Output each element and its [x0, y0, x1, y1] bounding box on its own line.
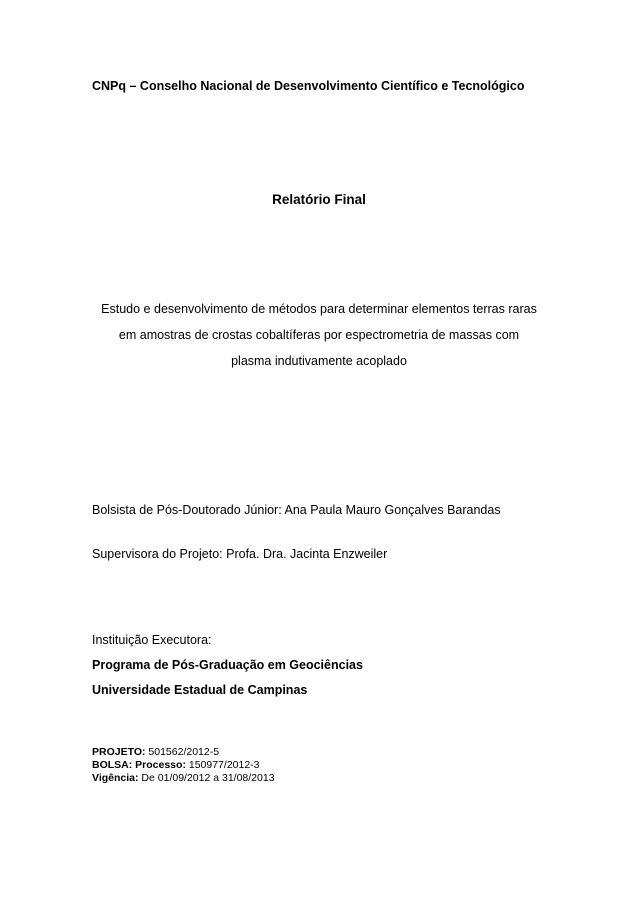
universidade-line — [92, 683, 307, 697]
report-title: Relatório Final — [272, 192, 366, 207]
supervisora-name: Profa. Dra. Jacinta Enzweiler — [226, 547, 388, 561]
subtitle-line-3: plasma indutivamente acoplado — [231, 354, 407, 368]
subtitle-line-1: Estudo e desenvolvimento de métodos para determinar elementos terras raras — [101, 302, 537, 316]
supervisora-line — [92, 547, 387, 561]
instituicao-label: Instituição Executora: — [92, 633, 212, 647]
projeto-value: 501562/2012-5 — [148, 746, 220, 758]
header-institution: CNPq – Conselho Nacional de Desenvolvimento Científico e Tecnológico — [92, 79, 525, 93]
bolsa-label: BOLSA: Processo: — [92, 759, 186, 771]
programa-line — [92, 658, 363, 672]
projeto-line — [92, 746, 219, 759]
bolsista-line — [92, 503, 501, 517]
bolsista-label: Bolsista de Pós-Doutorado Júnior: — [92, 503, 282, 517]
universidade-name: Universidade Estadual de Campinas — [92, 683, 308, 697]
bolsa-value: 150977/2012-3 — [188, 759, 260, 771]
bolsa-line — [92, 759, 260, 772]
programa-name: Programa de Pós-Graduação em Geociências — [92, 658, 363, 672]
supervisora-label: Supervisora do Projeto: — [92, 547, 223, 561]
vigencia-value: De 01/09/2012 a 31/08/2013 — [141, 772, 275, 784]
project-subtitle — [88, 296, 550, 374]
subtitle-line-2: em amostras de crostas cobaltíferas por espectrometria de massas com — [118, 328, 520, 342]
bolsista-name: Ana Paula Mauro Gonçalves Barandas — [284, 503, 501, 517]
projeto-label: PROJETO: — [92, 746, 146, 758]
vigencia-line — [92, 772, 275, 785]
vigencia-label: Vigência: — [92, 772, 139, 784]
